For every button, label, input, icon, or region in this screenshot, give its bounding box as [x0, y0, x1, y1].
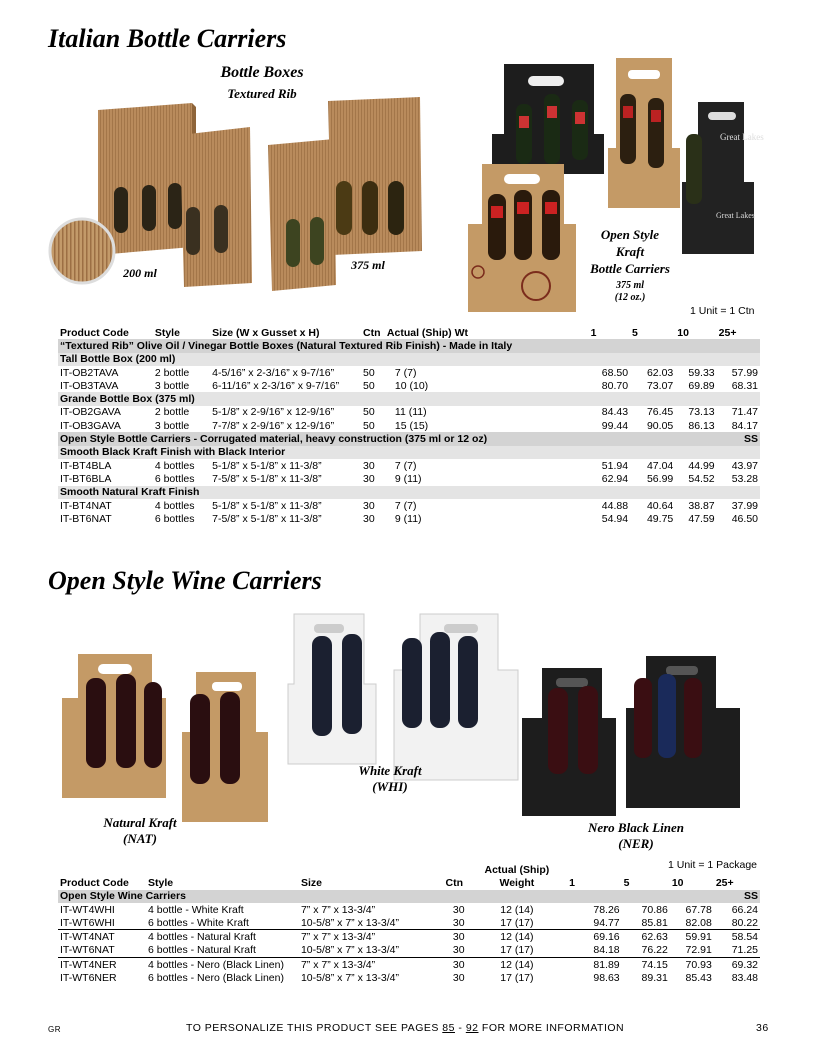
table-subsection-row [58, 486, 760, 499]
price-1-cell: 44.88 [601, 499, 629, 512]
table-subsection-row [58, 353, 760, 366]
style-cell: 4 bottles [154, 499, 195, 512]
section-title-italian: Italian Bottle Carriers [48, 24, 287, 53]
price-1-cell: 68.50 [601, 366, 629, 379]
price-5-cell: 85.81 [641, 916, 668, 929]
caption-whi-code: (WHI) [372, 779, 408, 794]
price-5-cell: 56.99 [646, 472, 674, 485]
price-10-cell: 59.33 [688, 366, 715, 379]
weight-cell: 17 (17) [500, 916, 534, 929]
caption-nat-code: (NAT) [123, 831, 157, 846]
col-price-25: 25+ [715, 876, 734, 889]
price-1-cell: 81.89 [567, 958, 621, 972]
open-style-oz: (12 oz.) [614, 292, 646, 303]
price-1-cell: 84.18 [593, 944, 620, 957]
price-25-cell: 83.48 [731, 972, 758, 985]
weight-cell: 10 (10) [394, 379, 429, 392]
open-style-caption-2: Kraft [615, 244, 645, 259]
table-row [58, 472, 760, 485]
price-10-cell: 44.99 [688, 459, 715, 472]
open-style-caption-1: Open Style [600, 227, 660, 242]
col-size: Size [300, 876, 322, 889]
open-style-size: 375 ml [615, 280, 645, 291]
price-10-cell: 47.59 [688, 512, 715, 525]
section-label: Open Style Wine Carriers [58, 890, 714, 903]
size-cell: 10-5/8” x 7” x 13-3/4” [300, 972, 400, 985]
table-subsection-row [58, 446, 760, 459]
price-1-cell: 98.63 [593, 972, 620, 985]
table-row [58, 916, 760, 930]
style-cell: 3 bottle [154, 379, 190, 392]
size-cell: 6-11/16” x 2-3/16” x 9-7/16” [212, 379, 340, 392]
product-code: IT-BT6NAT [60, 512, 112, 525]
col-ctn: Ctn [363, 326, 381, 339]
weight-cell: 12 (14) [500, 903, 534, 916]
subsection-label: Smooth Natural Kraft Finish [58, 486, 760, 499]
label-375ml: 375 ml [351, 258, 385, 272]
style-cell: 4 bottles - Nero (Black Linen) [146, 958, 299, 972]
bottle-boxes-title: Bottle Boxes [220, 64, 304, 81]
weight-cell: 7 (7) [394, 459, 417, 472]
style-cell: 6 bottles [154, 472, 195, 485]
price-5-cell: 47.04 [646, 459, 674, 472]
price-10-cell: 72.91 [685, 944, 712, 957]
price-10-cell: 73.13 [688, 406, 715, 419]
weight-cell: 15 (15) [394, 419, 429, 432]
table-row [58, 459, 760, 472]
price-1-cell: 84.43 [601, 406, 629, 419]
table-row [58, 930, 760, 944]
size-cell: 7-7/8” x 2-9/16” x 12-9/16” [212, 419, 335, 432]
price-10-cell: 82.08 [685, 916, 712, 929]
subsection-label: Smooth Black Kraft Finish with Black Interior [58, 446, 760, 459]
ctn-cell: 30 [363, 459, 375, 472]
product-code: IT-OB2TAVA [60, 366, 119, 379]
size-cell: 10-5/8” x 7” x 13-3/4” [300, 944, 400, 957]
product-code: IT-WT6NAT [60, 944, 115, 957]
weight-cell: 17 (17) [500, 944, 534, 957]
product-code: IT-WT4NAT [58, 930, 146, 944]
section-extra: SS [717, 432, 760, 445]
footer-text-after: FOR MORE INFORMATION [478, 1022, 625, 1034]
table-row [58, 944, 760, 958]
table-row [58, 903, 760, 916]
ctn-cell: 30 [452, 916, 465, 929]
price-5-cell: 62.03 [646, 366, 674, 379]
product-code: IT-BT4NAT [60, 499, 112, 512]
section-label: “Textured Rib” Olive Oil / Vinegar Bottle Boxes (Natural Textured Rib Finish) - Made in Italy [58, 339, 717, 352]
size-cell: 7” x 7” x 13-3/4” [300, 903, 376, 916]
col-price-10: 10 [677, 326, 689, 339]
col-price-10: 10 [671, 876, 684, 889]
caption-white-kraft: White Kraft [358, 763, 422, 778]
italian-carriers-table [58, 326, 760, 525]
price-5-cell: 76.22 [641, 944, 668, 957]
ctn-cell: 50 [363, 419, 375, 432]
col-product-code: Product Code [60, 876, 129, 889]
price-25-cell: 80.22 [731, 916, 758, 929]
table-row [58, 971, 760, 984]
price-1-cell: 51.94 [601, 459, 629, 472]
weight-cell: 17 (17) [500, 972, 534, 985]
price-5-cell: 62.63 [622, 930, 670, 944]
size-cell: 7” x 7” x 13-3/4” [299, 958, 444, 972]
footer-text [186, 1022, 624, 1034]
product-code: IT-OB3GAVA [60, 419, 121, 432]
footer-link-page-85[interactable]: 85 [442, 1022, 455, 1034]
price-10-cell: 70.93 [670, 958, 714, 972]
col-price-5: 5 [632, 326, 638, 339]
price-1-cell: 94.77 [593, 916, 620, 929]
style-cell: 4 bottles [154, 459, 195, 472]
svg-text:Great Lakes: Great Lakes [720, 132, 764, 142]
caption-natural-kraft: Natural Kraft [103, 815, 177, 830]
style-cell: 2 bottle [154, 366, 190, 379]
price-1-cell: 69.16 [567, 930, 621, 944]
table-section-row [58, 432, 760, 445]
col-size: Size (W x Gusset x H) [212, 326, 320, 339]
ctn-cell: 50 [363, 379, 375, 392]
price-25-cell: 69.32 [714, 958, 760, 972]
product-code: IT-WT4NER [58, 958, 146, 972]
style-cell: 3 bottle [154, 419, 190, 432]
size-cell: 5-1/8” x 2-9/16” x 12-9/16” [212, 406, 335, 419]
price-10-cell: 59.91 [670, 930, 714, 944]
col-product-code: Product Code [60, 326, 129, 339]
price-1-cell: 78.26 [593, 903, 620, 916]
table-row [58, 499, 760, 512]
table-row [58, 366, 760, 379]
weight-cell: 12 (14) [467, 930, 568, 944]
style-cell: 6 bottles - White Kraft [148, 916, 249, 929]
product-code: IT-OB2GAVA [60, 406, 121, 419]
price-25-cell: 71.47 [731, 406, 758, 419]
table-header-row [58, 326, 760, 339]
price-5-cell: 49.75 [646, 512, 674, 525]
footer-code: GR [48, 1025, 61, 1034]
ctn-cell: 30 [452, 972, 465, 985]
weight-cell: 9 (11) [394, 472, 422, 485]
price-1-cell: 99.44 [601, 419, 629, 432]
price-5-cell: 40.64 [646, 499, 674, 512]
product-code: IT-WT6WHI [60, 916, 115, 929]
col-price-5: 5 [623, 876, 630, 889]
product-code: IT-WT4WHI [60, 903, 115, 916]
ctn-cell: 30 [444, 930, 467, 944]
bottle-window [114, 183, 182, 233]
price-25-cell: 57.99 [731, 366, 758, 379]
col-actual-ship: Actual (Ship) [484, 863, 550, 876]
product-code: IT-BT4BLA [60, 459, 112, 472]
price-25-cell: 43.97 [731, 459, 758, 472]
weight-cell: 11 (11) [394, 406, 427, 419]
price-5-cell: 74.15 [622, 958, 670, 972]
style-cell: 6 bottles [154, 512, 195, 525]
product-code: IT-BT6BLA [60, 472, 112, 485]
ctn-cell: 50 [363, 366, 375, 379]
ctn-cell: 50 [363, 406, 375, 419]
ctn-cell: 30 [444, 958, 467, 972]
table-row [58, 406, 760, 419]
table-subsection-row [58, 392, 760, 405]
size-cell: 10-5/8” x 7” x 13-3/4” [300, 916, 400, 929]
product-code: IT-WT6NER [60, 972, 117, 985]
price-10-cell: 86.13 [688, 419, 715, 432]
col-price-1: 1 [590, 326, 597, 339]
footer-dash: - [454, 1022, 466, 1034]
price-1-cell: 62.94 [601, 472, 629, 485]
price-25-cell: 66.24 [731, 903, 758, 916]
style-cell: 6 bottles - Nero (Black Linen) [148, 972, 284, 985]
label-200ml: 200 ml [123, 266, 157, 280]
subsection-label: Grande Bottle Box (375 ml) [58, 392, 760, 405]
footer-text-before: TO PERSONALIZE THIS PRODUCT SEE PAGES [186, 1022, 443, 1034]
footer-link-page-92[interactable]: 92 [465, 1022, 479, 1034]
price-10-cell: 85.43 [685, 972, 712, 985]
section-extra [717, 339, 760, 352]
section-extra: SS [714, 890, 760, 903]
table-row [58, 958, 760, 972]
style-cell: 2 bottle [154, 406, 190, 419]
weight-cell: 7 (7) [394, 366, 417, 379]
bottle-boxes-subtitle: Textured Rib [227, 86, 297, 101]
table-row [58, 379, 760, 392]
price-5-cell: 76.45 [646, 406, 674, 419]
section-title-wine: Open Style Wine Carriers [48, 566, 322, 595]
col-price-1: 1 [569, 876, 576, 889]
unit-note-2: 1 Unit = 1 Package [668, 859, 758, 871]
ctn-cell: 30 [363, 472, 375, 485]
weight-cell: 9 (11) [394, 512, 422, 525]
price-25-cell: 53.28 [731, 472, 758, 485]
size-cell: 5-1/8” x 5-1/8” x 11-3/8” [212, 499, 322, 512]
style-cell: 4 bottle - White Kraft [148, 903, 244, 916]
unit-note-1: 1 Unit = 1 Ctn [690, 305, 755, 317]
price-25-cell: 58.54 [714, 930, 760, 944]
table-row [58, 419, 760, 432]
page-number: 36 [756, 1022, 769, 1034]
ctn-cell: 30 [452, 903, 465, 916]
ctn-cell: 30 [363, 499, 375, 512]
caption-nero-black: Nero Black Linen [587, 820, 685, 835]
price-25-cell: 46.50 [731, 512, 758, 525]
price-1-cell: 54.94 [601, 512, 629, 525]
col-ctn: Ctn [445, 876, 464, 889]
price-5-cell: 89.31 [641, 972, 668, 985]
ctn-cell: 30 [363, 512, 375, 525]
price-1-cell: 80.70 [601, 379, 629, 392]
size-cell: 7-5/8” x 5-1/8” x 11-3/8” [212, 472, 322, 485]
wine-carriers-table [58, 863, 760, 985]
svg-text:Great Lakes: Great Lakes [716, 211, 755, 220]
size-cell: 7-5/8” x 5-1/8” x 11-3/8” [212, 512, 322, 525]
price-10-cell: 54.52 [688, 472, 715, 485]
table-header-row [58, 876, 760, 889]
price-10-cell: 67.78 [685, 903, 712, 916]
price-5-cell: 90.05 [646, 419, 674, 432]
size-cell: 7” x 7” x 13-3/4” [299, 930, 444, 944]
col-style: Style [154, 326, 180, 339]
table-section-row [58, 890, 760, 903]
price-5-cell: 73.07 [646, 379, 674, 392]
section-label: Open Style Bottle Carriers - Corrugated material, heavy construction (375 ml or 12 oz) [58, 432, 717, 445]
weight-cell: 7 (7) [394, 499, 417, 512]
price-25-cell: 84.17 [731, 419, 758, 432]
table-row [58, 512, 760, 525]
price-25-cell: 68.31 [731, 379, 758, 392]
col-style: Style [148, 876, 174, 889]
size-cell: 4-5/16” x 2-3/16” x 9-7/16” [212, 366, 335, 379]
style-cell: 4 bottles - Natural Kraft [146, 930, 299, 944]
subsection-label: Tall Bottle Box (200 ml) [58, 353, 760, 366]
table-header-top-row [58, 863, 760, 876]
style-cell: 6 bottles - Natural Kraft [148, 944, 256, 957]
col-weight: Actual (Ship) Wt [386, 326, 468, 339]
price-25-cell: 37.99 [731, 499, 758, 512]
ctn-cell: 30 [452, 944, 465, 957]
price-10-cell: 38.87 [688, 499, 715, 512]
weight-cell: 12 (14) [467, 958, 568, 972]
product-code: IT-OB3TAVA [60, 379, 119, 392]
caption-ner-code: (NER) [618, 836, 654, 851]
col-weight: Weight [499, 876, 535, 889]
col-price-25: 25+ [718, 326, 737, 339]
price-5-cell: 70.86 [641, 903, 668, 916]
price-10-cell: 69.89 [688, 379, 715, 392]
table-section-row [58, 339, 760, 352]
open-style-caption-3: Bottle Carriers [590, 261, 670, 276]
price-25-cell: 71.25 [731, 944, 758, 957]
size-cell: 5-1/8” x 5-1/8” x 11-3/8” [212, 459, 322, 472]
